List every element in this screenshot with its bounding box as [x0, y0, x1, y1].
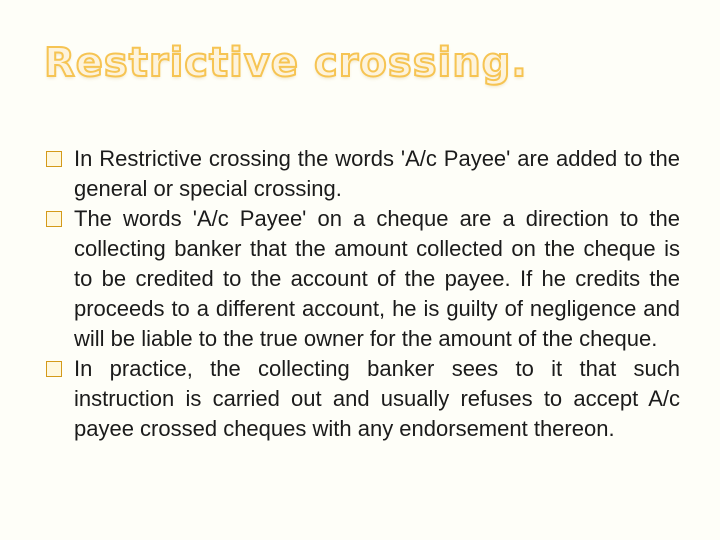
bullet-text: The words 'A/c Payee' on a cheque are a direction to the collecting banker that the amount collected on the cheque is to be credited to the account of the payee. If he credits the proceeds to a different account, he is guilty of negligence and will be liable to the true owner for the amount of the cheque. — [74, 206, 680, 351]
bullet-list — [44, 144, 680, 444]
square-bullet-icon — [46, 151, 62, 167]
bullet-item — [44, 354, 680, 444]
bullet-text: In practice, the collecting banker sees to it that such instruction is carried out and usually refuses to accept A/c payee crossed cheques with any endorsement thereon. — [74, 356, 680, 441]
slide-title: Restrictive crossing. — [44, 40, 528, 86]
bullet-text: In Restrictive crossing the words 'A/c Payee' are added to the general or special crossing. — [74, 146, 680, 201]
square-bullet-icon — [46, 211, 62, 227]
bullet-item — [44, 144, 680, 204]
bullet-item — [44, 204, 680, 354]
square-bullet-icon — [46, 361, 62, 377]
